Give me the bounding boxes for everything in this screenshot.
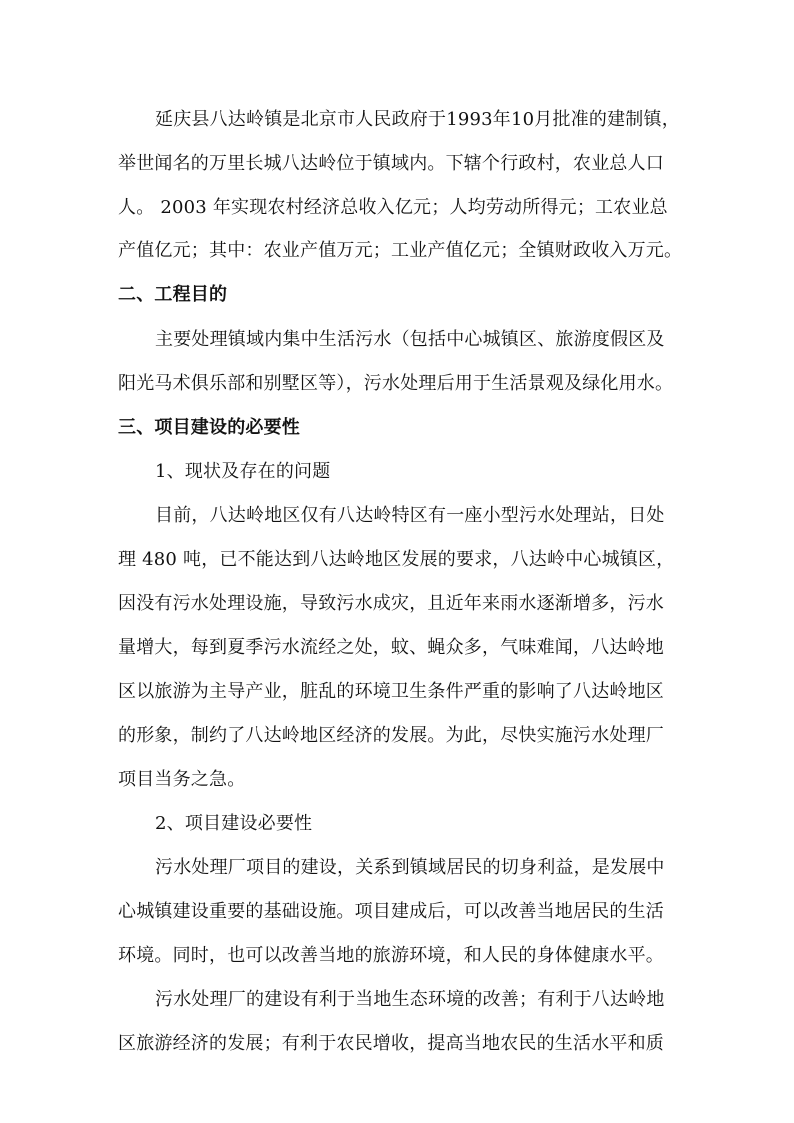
paragraph-line: 环境。同时，也可以改善当地的旅游环境，和人民的身体健康水平。	[118, 945, 664, 966]
paragraph-line: 区旅游经济的发展；有利于农民增收，提高当地农民的生活水平和质	[118, 1033, 664, 1054]
subsection-heading: 2、项目建设必要性	[155, 813, 313, 834]
paragraph-line: 的形象，制约了八达岭地区经济的发展。为此，尽快实施污水处理厂	[118, 725, 664, 746]
paragraph-line: 人。 2003 年实现农村经济总收入亿元；人均劳动所得元；工农业总	[118, 197, 668, 218]
subsection-heading: 1、现状及存在的问题	[155, 461, 331, 482]
paragraph-line: 产值亿元；其中：农业产值万元；工业产值亿元；全镇财政收入万元。	[118, 240, 683, 261]
paragraph-line: 理 480 吨，已不能达到八达岭地区发展的要求，八达岭中心城镇区，	[118, 549, 675, 570]
section-heading: 三、项目建设的必要性	[118, 417, 300, 438]
paragraph-line: 阳光马术俱乐部和别墅区等），污水处理后用于生活景观及绿化用水。	[118, 373, 674, 394]
paragraph-line: 区以旅游为主导产业，脏乱的环境卫生条件严重的影响了八达岭地区	[118, 681, 664, 702]
paragraph-line: 量增大，每到夏季污水流经之处，蚊、蝇众多，气味难闻，八达岭地	[118, 637, 664, 658]
paragraph-line: 因没有污水处理设施，导致污水成灾，且近年来雨水逐渐增多，污水	[118, 593, 664, 614]
paragraph-line: 心城镇建设重要的基础设施。项目建成后，可以改善当地居民的生活	[118, 901, 664, 922]
paragraph-line: 举世闻名的万里长城八达岭位于镇域内。下辖个行政村，农业总人口	[118, 153, 664, 174]
section-heading: 二、工程目的	[118, 284, 228, 305]
paragraph-line: 污水处理厂的建设有利于当地生态环境的改善；有利于八达岭地	[155, 989, 665, 1010]
paragraph-line: 主要处理镇域内集中生活污水（包括中心城镇区、旅游度假区及	[155, 329, 665, 350]
paragraph-line: 项目当务之急。	[118, 769, 246, 790]
paragraph-line: 延庆县八达岭镇是北京市人民政府于1993年10月批准的建制镇，	[155, 109, 680, 130]
paragraph-line: 目前，八达岭地区仅有八达岭特区有一座小型污水处理站，日处	[155, 505, 665, 526]
paragraph-line: 污水处理厂项目的建设，关系到镇域居民的切身利益，是发展中	[155, 857, 665, 878]
